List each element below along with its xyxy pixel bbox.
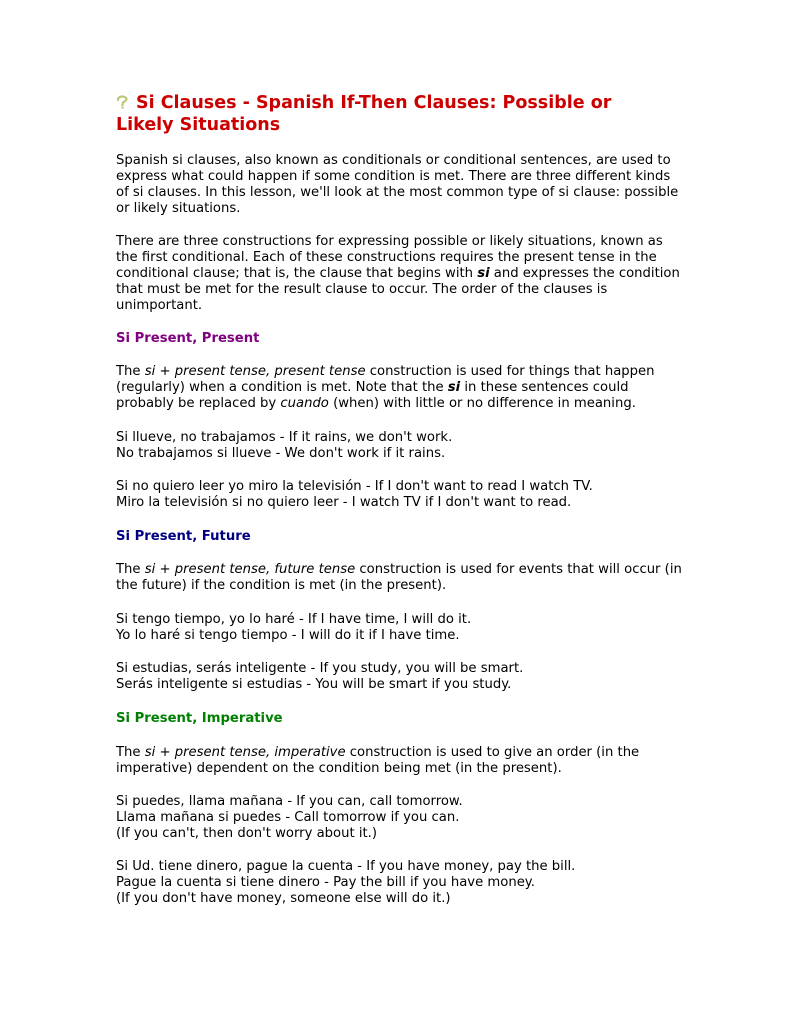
example-line: Si tengo tiempo, yo lo haré - If I have time, I will do it.: [116, 612, 472, 627]
intro-paragraph-1: [116, 153, 681, 217]
text-line: of si clauses. In this lesson, we'll look at the most common type of si clause: possible: [116, 185, 679, 200]
text-fragment: The: [116, 364, 145, 379]
example-line: Pague la cuenta si tiene dinero - Pay the bill if you have money.: [116, 875, 535, 890]
future-example-2: [116, 661, 681, 693]
text-fragment: construction is used for things that happen: [365, 364, 655, 379]
section-heading-imperative: Si Present, Imperative: [116, 711, 283, 726]
example-line: (If you don't have money, someone else will do it.): [116, 891, 451, 906]
text-line: [116, 380, 681, 396]
example-line: Llama mañana si puedes - Call tomorrow if you can.: [116, 810, 460, 825]
text-line: unimportant.: [116, 298, 203, 313]
present-description: [116, 364, 681, 412]
example-line: Si Ud. tiene dinero, pague la cuenta - If you have money, pay the bill.: [116, 859, 576, 874]
formula: si + present tense, present tense: [144, 364, 366, 379]
imperative-description: [116, 745, 681, 777]
formula: si + present tense, future tense: [144, 562, 356, 577]
example-line: Serás inteligente si estudias - You will be smart if you study.: [116, 677, 512, 692]
formula: si + present tense, imperative: [144, 745, 346, 760]
example-line: Si no quiero leer yo miro la televisión - If I don't want to read I watch TV.: [116, 479, 593, 494]
text-fragment: conditional clause; that is, the clause that begins with: [116, 266, 478, 281]
section-heading-present: Si Present, Present: [116, 331, 260, 346]
example-line: Si puedes, llama mañana - If you can, call tomorrow.: [116, 794, 463, 809]
text-line: [116, 364, 681, 380]
example-line: Si estudias, serás inteligente - If you study, you will be smart.: [116, 661, 524, 676]
imperative-example-1: [116, 794, 681, 842]
imperative-example-2: [116, 859, 681, 907]
section-heading-future: Si Present, Future: [116, 529, 251, 544]
present-example-1: [116, 430, 681, 462]
text-fragment: The: [116, 562, 145, 577]
example-line: Miro la televisión si no quiero leer - I watch TV if I don't want to read.: [116, 495, 572, 510]
text-line: or likely situations.: [116, 201, 241, 216]
text-line: express what could happen if some condition is met. There are three different kinds: [116, 169, 671, 184]
text-line: Spanish si clauses, also known as conditionals or conditional sentences, are used to: [116, 153, 671, 168]
text-line: There are three constructions for expressing possible or likely situations, known as: [116, 234, 663, 249]
example-line: No trabajamos si llueve - We don't work if it rains.: [116, 446, 446, 461]
text-fragment: The: [116, 745, 145, 760]
page-title: [116, 92, 686, 136]
cuando-word: cuando: [280, 396, 329, 411]
title-line-2: Likely Situations: [116, 115, 281, 135]
text-fragment: (regularly) when a condition is met. Note that the: [116, 380, 448, 395]
example-line: Si llueve, no trabajamos - If it rains, we don't work.: [116, 430, 453, 445]
text-line: that must be met for the result clause to occur. The order of the clauses is: [116, 282, 608, 297]
future-example-1: [116, 612, 681, 644]
text-fragment: probably be replaced by: [116, 396, 281, 411]
present-example-2: [116, 479, 681, 511]
example-line: (If you can't, then don't worry about it.): [116, 826, 378, 841]
text-line: [116, 745, 681, 761]
text-line: [116, 266, 681, 282]
text-line: [116, 396, 681, 412]
future-description: [116, 562, 681, 594]
title-line-1: Si Clauses - Spanish If-Then Clauses: Possible or: [136, 93, 612, 113]
text-fragment: construction is used for events that will occur (in: [355, 562, 682, 577]
text-fragment: construction is used to give an order (in the: [345, 745, 640, 760]
text-fragment: in these sentences could: [460, 380, 629, 395]
text-fragment: and expresses the condition: [489, 266, 680, 281]
text-line: [116, 562, 681, 578]
text-line: the future) if the condition is met (in the present).: [116, 578, 447, 593]
text-fragment: (when) with little or no difference in meaning.: [328, 396, 636, 411]
si-keyword: si: [447, 380, 461, 395]
text-line: imperative) dependent on the condition being met (in the present).: [116, 761, 562, 776]
si-keyword: si: [477, 266, 490, 281]
question-icon: [116, 93, 136, 107]
text-line: the first conditional. Each of these constructions requires the present tense in the: [116, 250, 657, 265]
example-line: Yo lo haré si tengo tiempo - I will do it if I have time.: [116, 628, 460, 643]
intro-paragraph-2: [116, 234, 681, 314]
